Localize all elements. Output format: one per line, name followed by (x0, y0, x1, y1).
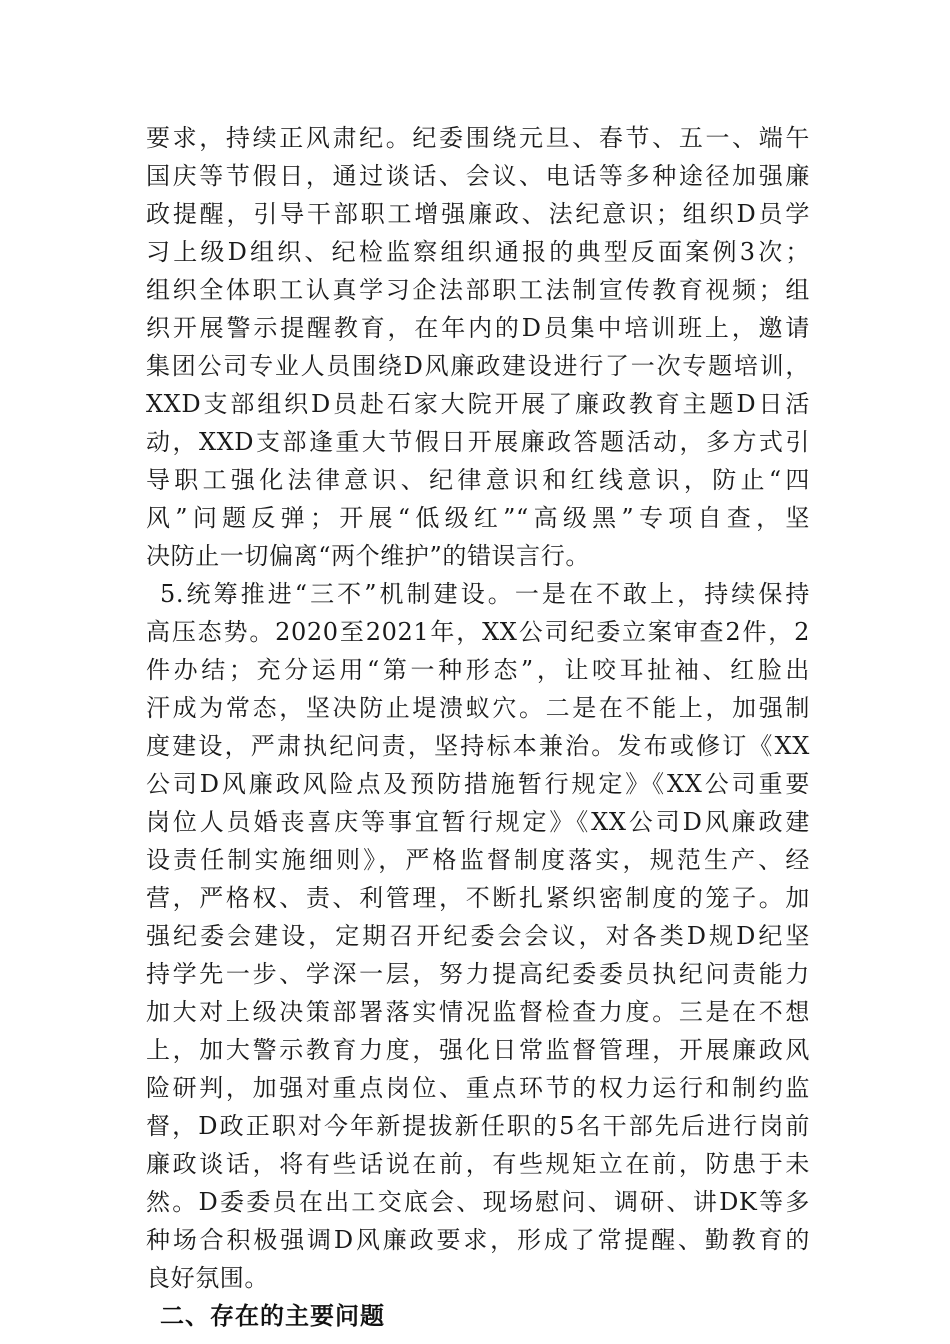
paragraph-2-line-14: 险研判，加强对重点岗位、重点环节的权力运行和制约监 (146, 1074, 810, 1102)
paragraph-2-line-19: 良好氛围。 (146, 1264, 269, 1292)
paragraph-2-line-5: 度建设，严肃执纪问责，坚持标本兼治。发布或修订《XX (146, 732, 810, 760)
paragraph-2-line-8: 设责任制实施细则》，严格监督制度落实，规范生产、经 (146, 846, 810, 874)
paragraph-2-line-10: 强纪委会建设，定期召开纪委会会议，对各类D规D纪坚 (146, 922, 810, 950)
paragraph-2-line-9: 营，严格权、责、利管理，不断扎紧织密制度的笼子。加 (146, 884, 810, 912)
paragraph-2-line-18: 种场合积极强调D风廉政要求，形成了常提醒、勤教育的 (146, 1226, 810, 1254)
paragraph-2-line-2: 高压态势。2020至2021年，XX公司纪委立案审查2件，2 (146, 618, 810, 646)
paragraph-1-line-8: XXD支部组织D员赴石家大院开展了廉政教育主题D日活 (146, 390, 810, 418)
paragraph-1-line-1: 要求，持续正风肃纪。纪委围绕元旦、春节、五一、端午 (146, 124, 810, 152)
paragraph-1-line-7: 集团公司专业人员围绕D风廉政建设进行了一次专题培训， (146, 352, 810, 380)
paragraph-2-line-12: 加大对上级决策部署落实情况监督检查力度。三是在不想 (146, 998, 810, 1026)
paragraph-1-line-2: 国庆等节假日，通过谈话、会议、电话等多种途径加强廉 (146, 162, 810, 190)
paragraph-2-line-1: 5.统筹推进“三不”机制建设。一是在不敢上，持续保持 (160, 580, 810, 608)
paragraph-1-line-9: 动，XXD支部逢重大节假日开展廉政答题活动，多方式引 (146, 428, 810, 456)
paragraph-1-line-12: 决防止一切偏离“两个维护”的错误言行。 (146, 542, 590, 570)
paragraph-1-line-11: 风”问题反弹；开展“低级红”“高级黑”专项自查，坚 (146, 504, 810, 532)
paragraph-2-line-7: 岗位人员婚丧喜庆等事宜暂行规定》《XX公司D风廉政建 (146, 808, 810, 836)
paragraph-2-line-15: 督，D政正职对今年新提拔新任职的5名干部先后进行岗前 (146, 1112, 810, 1140)
paragraph-1-line-5: 组织全体职工认真学习企法部职工法制宣传教育视频；组 (146, 276, 810, 304)
paragraph-1-line-3: 政提醒，引导干部职工增强廉政、法纪意识；组织D员学 (146, 200, 810, 228)
paragraph-2-line-3: 件办结；充分运用“第一种形态”，让咬耳扯袖、红脸出 (146, 656, 810, 684)
paragraph-2-line-4: 汗成为常态，坚决防止堤溃蚁穴。二是在不能上，加强制 (146, 694, 810, 722)
paragraph-2-line-16: 廉政谈话，将有些话说在前，有些规矩立在前，防患于未 (146, 1150, 810, 1178)
paragraph-2-line-13: 上，加大警示教育力度，强化日常监督管理，开展廉政风 (146, 1036, 810, 1064)
paragraph-1-line-6: 织开展警示提醒教育，在年内的D员集中培训班上，邀请 (146, 314, 810, 342)
paragraph-1-line-10: 导职工强化法律意识、纪律意识和红线意识，防止“四 (146, 466, 810, 494)
paragraph-2-line-17: 然。D委委员在出工交底会、现场慰问、调研、讲DK等多 (146, 1188, 810, 1216)
section-heading: 二、存在的主要问题 (160, 1302, 385, 1330)
paragraph-2-line-6: 公司D风廉政风险点及预防措施暂行规定》《XX公司重要 (146, 770, 810, 798)
paragraph-2-line-11: 持学先一步、学深一层，努力提高纪委委员执纪问责能力 (146, 960, 810, 988)
paragraph-1-line-4: 习上级D组织、纪检监察组织通报的典型反面案例3次； (146, 238, 810, 266)
